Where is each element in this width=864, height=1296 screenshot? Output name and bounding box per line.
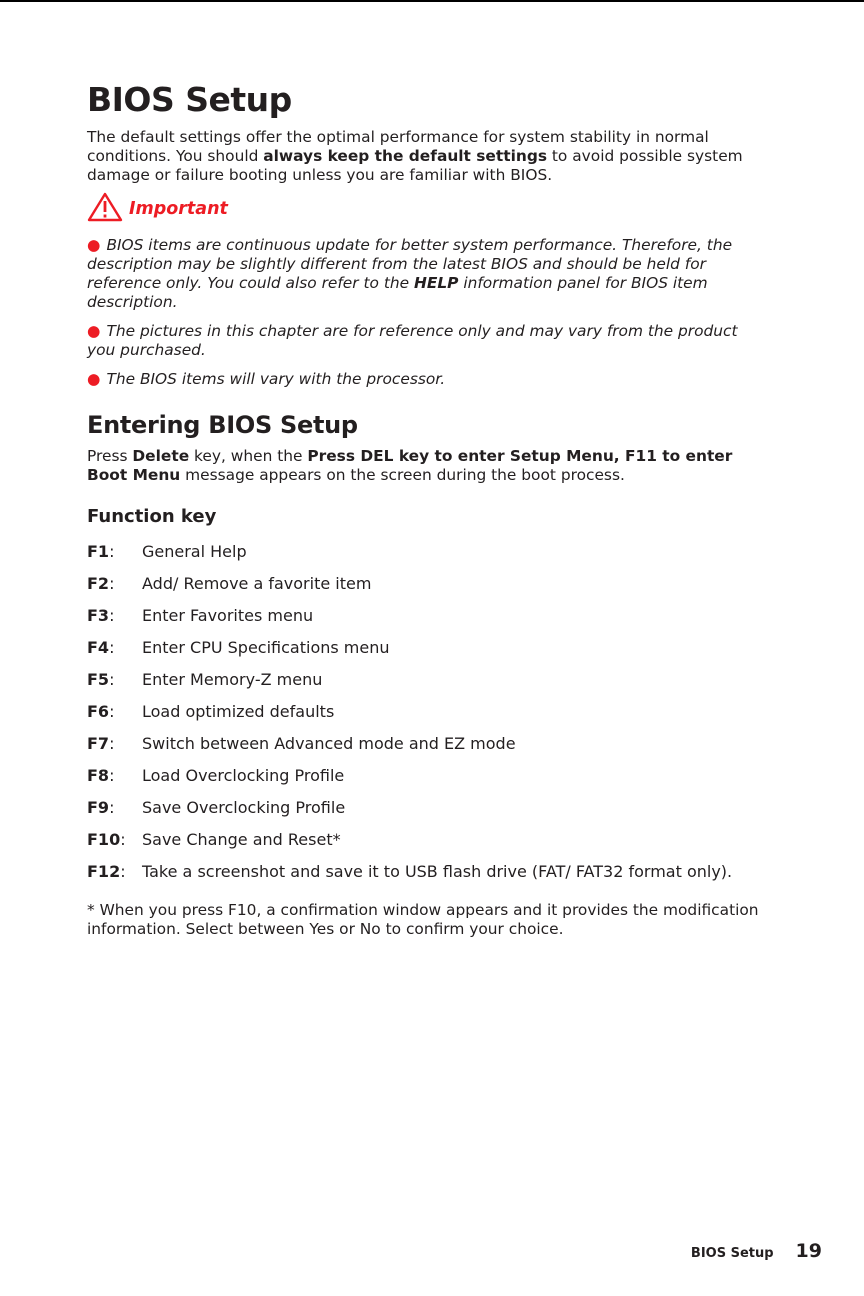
bullet-dot: ● <box>87 236 101 254</box>
key-name: F8 <box>87 765 110 785</box>
key-description: Load Overclocking Profile <box>142 765 345 785</box>
key-description: Enter Memory-Z menu <box>142 669 323 689</box>
function-key-row: F1: General Help <box>87 541 247 561</box>
function-key-row: F7: Switch between Advanced mode and EZ mode <box>87 733 516 753</box>
key-name: F5 <box>87 669 110 689</box>
bullet-dot: ● <box>87 322 101 340</box>
footer-section-title: BIOS Setup <box>690 1246 774 1261</box>
function-key-row: F5: Enter Memory-Z menu <box>87 669 323 689</box>
entering-paragraph: Press Delete key, when the Press DEL key to enter Setup Menu, F11 to enter Boot Menu message appears on the screen during the boot process. <box>87 447 733 484</box>
warning-triangle-icon <box>87 192 123 226</box>
key-name: F12 <box>87 861 121 881</box>
key-name: F3 <box>87 605 110 625</box>
section-heading-entering: Entering BIOS Setup <box>87 411 358 439</box>
function-key-list <box>87 535 767 887</box>
key-name: F1 <box>87 541 110 561</box>
important-label: Important <box>129 199 228 219</box>
important-bullet: ● BIOS items are continuous update for better system performance. Therefore, the description may be slightly different from the latest BIOS and should be held for reference only. You could also refer to the HELP information panel for BIOS item description. <box>87 236 733 311</box>
important-bullet: ● The BIOS items will vary with the processor. <box>87 370 446 388</box>
key-description: Save Overclocking Profile <box>142 797 346 817</box>
key-description: Enter CPU Specifications menu <box>142 637 390 657</box>
key-description: Load optimized defaults <box>142 701 335 721</box>
key-description: Save Change and Reset* <box>142 829 341 849</box>
page-title: BIOS Setup <box>87 80 292 119</box>
intro-paragraph: The default settings offer the optimal performance for system stability in normal conditions. You should always keep the default settings to avoid possible system damage or failure booting unless you are familiar with BIOS. <box>87 128 743 184</box>
key-description: Take a screenshot and save it to USB flash drive (FAT/ FAT32 format only). <box>142 861 733 881</box>
function-key-row: F6: Load optimized defaults <box>87 701 335 721</box>
function-key-row: F3: Enter Favorites menu <box>87 605 314 625</box>
page-content <box>87 78 767 954</box>
function-key-row: F9: Save Overclocking Profile <box>87 797 346 817</box>
key-description: General Help <box>142 541 247 561</box>
function-key-heading: Function key <box>87 506 217 527</box>
function-key-row: F12: Take a screenshot and save it to USB flash drive (FAT/ FAT32 format only). <box>87 861 733 881</box>
function-key-row: F2: Add/ Remove a favorite item <box>87 573 372 593</box>
key-name: F2 <box>87 573 110 593</box>
key-description: Enter Favorites menu <box>142 605 314 625</box>
key-name: F7 <box>87 733 110 753</box>
important-bullet: ● The pictures in this chapter are for reference only and may vary from the product you purchased. <box>87 322 738 359</box>
page-footer <box>691 1240 822 1262</box>
function-key-row: F8: Load Overclocking Profile <box>87 765 345 785</box>
function-key-row: F4: Enter CPU Specifications menu <box>87 637 390 657</box>
f10-footnote: * When you press F10, a confirmation window appears and it provides the modification information. Select between Yes or No to confirm your choice. <box>87 901 759 938</box>
key-name: F10 <box>87 829 121 849</box>
page-number: 19 <box>795 1240 822 1262</box>
key-name: F4 <box>87 637 110 657</box>
key-name: F6 <box>87 701 110 721</box>
important-header <box>87 194 767 224</box>
function-key-row: F10: Save Change and Reset* <box>87 829 341 849</box>
bullet-dot: ● <box>87 370 101 388</box>
top-rule <box>0 0 864 2</box>
key-name: F9 <box>87 797 110 817</box>
key-description: Add/ Remove a favorite item <box>142 573 372 593</box>
key-description: Switch between Advanced mode and EZ mode <box>142 733 516 753</box>
